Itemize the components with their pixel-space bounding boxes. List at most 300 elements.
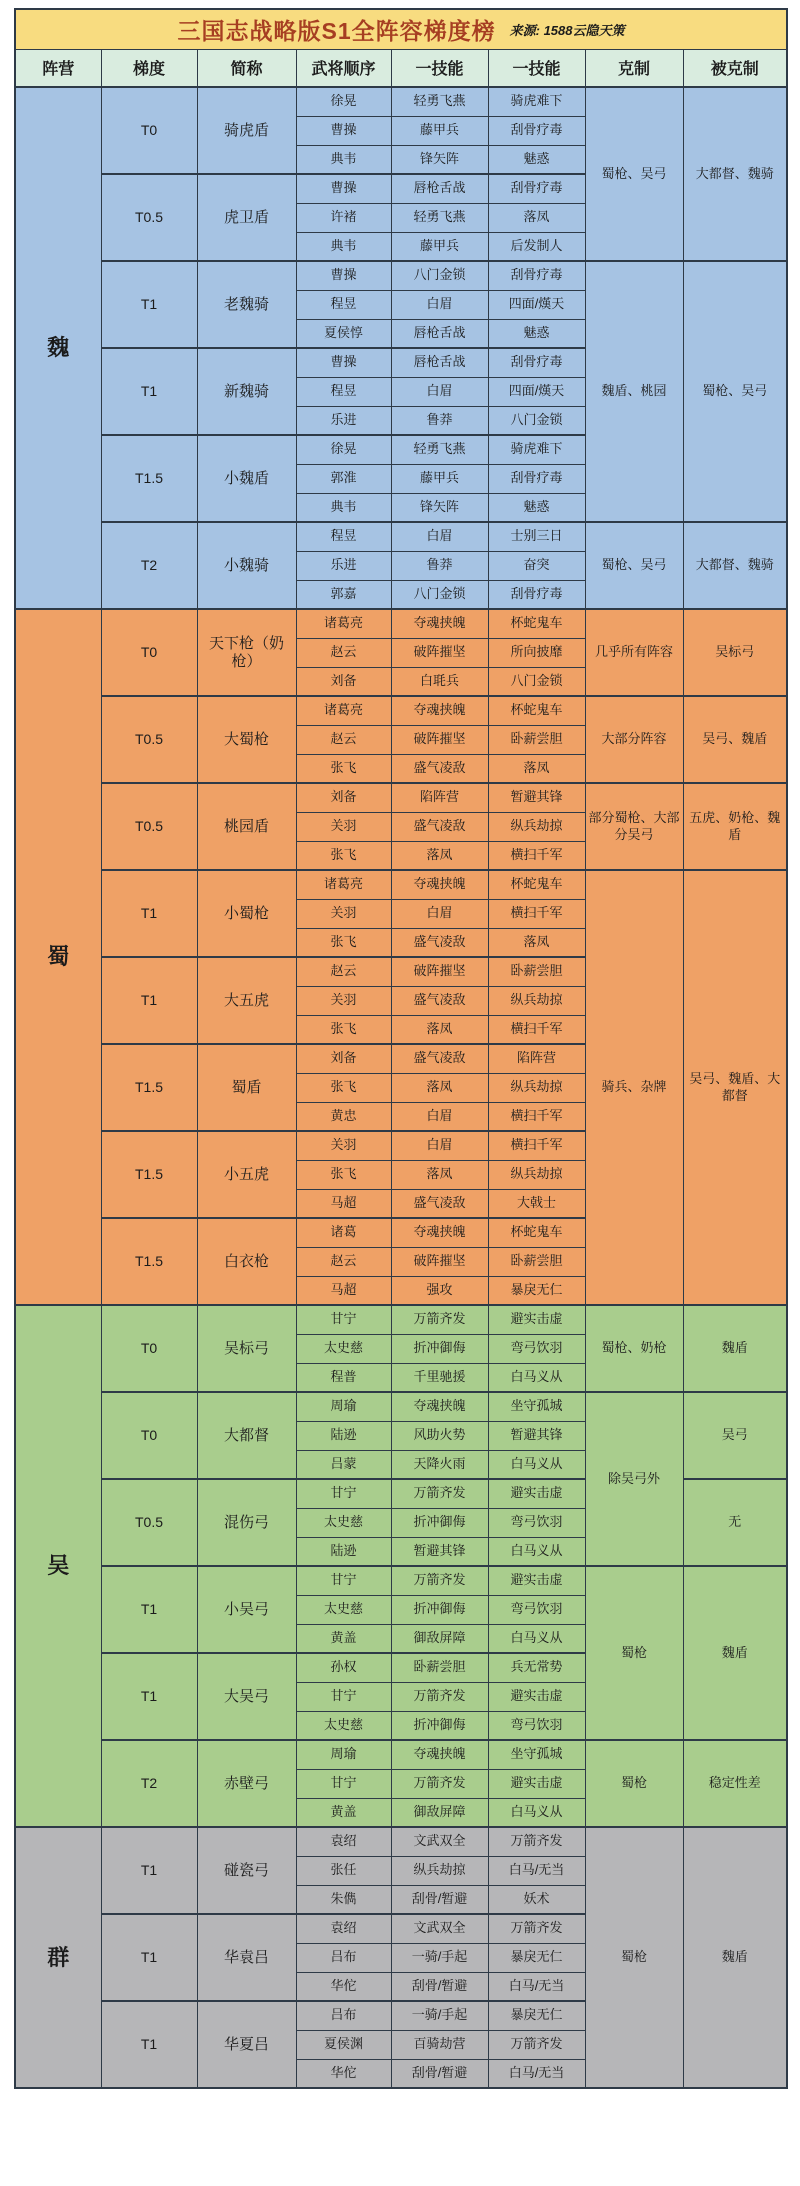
skill2-cell: 卧薪尝胆	[488, 725, 585, 754]
general-cell: 吕蒙	[296, 1450, 391, 1479]
skill2-cell: 横扫千军	[488, 841, 585, 870]
skill2-cell: 避实击虚	[488, 1566, 585, 1595]
skill1-cell: 破阵摧坚	[391, 725, 488, 754]
skill2-cell: 坐守孤城	[488, 1740, 585, 1769]
skill2-cell: 避实击虚	[488, 1769, 585, 1798]
skill1-cell: 盛气凌敌	[391, 928, 488, 957]
general-cell: 黄忠	[296, 1102, 391, 1131]
skill2-cell: 陷阵营	[488, 1044, 585, 1073]
skill1-cell: 轻勇飞燕	[391, 87, 488, 116]
skill2-cell: 八门金锁	[488, 667, 585, 696]
tier-cell: T1.5	[101, 1218, 197, 1305]
group-name-cell: 大吴弓	[197, 1653, 296, 1740]
general-cell: 太史慈	[296, 1334, 391, 1363]
countered-by-cell: 无	[683, 1479, 787, 1566]
skill1-cell: 唇枪舌战	[391, 174, 488, 203]
skill1-cell: 风助火势	[391, 1421, 488, 1450]
skill2-cell: 骑虎难下	[488, 435, 585, 464]
faction-cell: 群	[15, 1827, 101, 2088]
skill2-cell: 杯蛇鬼车	[488, 1218, 585, 1247]
skill1-cell: 万箭齐发	[391, 1769, 488, 1798]
general-cell: 程昱	[296, 522, 391, 551]
tier-cell: T1.5	[101, 1044, 197, 1131]
general-cell: 关羽	[296, 812, 391, 841]
column-header-counters: 克制	[585, 49, 683, 87]
table-row	[15, 261, 787, 290]
general-cell: 吕布	[296, 1943, 391, 1972]
countered-by-cell: 吴弓、魏盾、大都督	[683, 870, 787, 1305]
tier-cell: T1	[101, 1827, 197, 1914]
general-cell: 赵云	[296, 638, 391, 667]
group-name-cell: 赤壁弓	[197, 1740, 296, 1827]
skill2-cell: 骑虎难下	[488, 87, 585, 116]
skill2-cell: 横扫千军	[488, 899, 585, 928]
skill1-cell: 破阵摧坚	[391, 1247, 488, 1276]
skill2-cell: 刮骨疗毒	[488, 116, 585, 145]
general-cell: 典韦	[296, 493, 391, 522]
countered-by-cell: 大都督、魏骑	[683, 87, 787, 261]
skill1-cell: 卧薪尝胆	[391, 1653, 488, 1682]
skill2-cell: 白马义从	[488, 1450, 585, 1479]
skill2-cell: 避实击虚	[488, 1305, 585, 1334]
general-cell: 周瑜	[296, 1740, 391, 1769]
skill2-cell: 弯弓饮羽	[488, 1595, 585, 1624]
skill2-cell: 暂避其锋	[488, 1421, 585, 1450]
skill2-cell: 暴戾无仁	[488, 1276, 585, 1305]
skill2-cell: 刮骨疗毒	[488, 261, 585, 290]
page-title: 三国志战略版S1全阵容梯度榜	[177, 17, 496, 44]
skill1-cell: 八门金锁	[391, 580, 488, 609]
tier-cell: T1	[101, 957, 197, 1044]
general-cell: 甘宁	[296, 1305, 391, 1334]
skill2-cell: 魅惑	[488, 493, 585, 522]
group-name-cell: 混伤弓	[197, 1479, 296, 1566]
skill1-cell: 夺魂挟魄	[391, 870, 488, 899]
column-header-skill2: 一技能	[488, 49, 585, 87]
skill1-cell: 白眉	[391, 522, 488, 551]
skill1-cell: 盛气凌敌	[391, 1044, 488, 1073]
group-name-cell: 骑虎盾	[197, 87, 296, 174]
skill1-cell: 夺魂挟魄	[391, 1740, 488, 1769]
counter-cell: 大部分阵容	[585, 696, 683, 783]
general-cell: 曹操	[296, 348, 391, 377]
table-row	[15, 609, 787, 638]
general-cell: 太史慈	[296, 1711, 391, 1740]
skill1-cell: 藤甲兵	[391, 116, 488, 145]
skill2-cell: 大戟士	[488, 1189, 585, 1218]
general-cell: 张飞	[296, 841, 391, 870]
skill1-cell: 白毦兵	[391, 667, 488, 696]
general-cell: 乐进	[296, 406, 391, 435]
general-cell: 诸葛	[296, 1218, 391, 1247]
countered-by-cell: 魏盾	[683, 1827, 787, 2088]
skill1-cell: 万箭齐发	[391, 1305, 488, 1334]
skill2-cell: 白马义从	[488, 1624, 585, 1653]
general-cell: 甘宁	[296, 1479, 391, 1508]
skill1-cell: 陷阵营	[391, 783, 488, 812]
group-name-cell: 蜀盾	[197, 1044, 296, 1131]
general-cell: 张飞	[296, 1073, 391, 1102]
skill2-cell: 弯弓饮羽	[488, 1508, 585, 1537]
tier-cell: T0	[101, 1305, 197, 1392]
skill2-cell: 杯蛇鬼车	[488, 609, 585, 638]
skill2-cell: 弯弓饮羽	[488, 1334, 585, 1363]
skill2-cell: 避实击虚	[488, 1682, 585, 1711]
skill1-cell: 盛气凌敌	[391, 812, 488, 841]
skill2-cell: 四面/熯天	[488, 290, 585, 319]
skill1-cell: 唇枪舌战	[391, 348, 488, 377]
skill1-cell: 暂避其锋	[391, 1537, 488, 1566]
skill1-cell: 盛气凌敌	[391, 754, 488, 783]
tier-cell: T1	[101, 261, 197, 348]
skill1-cell: 轻勇飞燕	[391, 203, 488, 232]
group-name-cell: 小吴弓	[197, 1566, 296, 1653]
skill1-cell: 唇枪舌战	[391, 319, 488, 348]
skill1-cell: 藤甲兵	[391, 232, 488, 261]
skill2-cell: 坐守孤城	[488, 1392, 585, 1421]
general-cell: 曹操	[296, 116, 391, 145]
tier-cell: T1	[101, 1566, 197, 1653]
skill1-cell: 刮骨/暂避	[391, 1885, 488, 1914]
skill2-cell: 奋突	[488, 551, 585, 580]
counter-cell: 几乎所有阵容	[585, 609, 683, 696]
general-cell: 甘宁	[296, 1682, 391, 1711]
skill2-cell: 魅惑	[488, 319, 585, 348]
skill1-cell: 一骑/手起	[391, 1943, 488, 1972]
title-row	[15, 9, 787, 49]
skill2-cell: 白马义从	[488, 1798, 585, 1827]
general-cell: 刘备	[296, 783, 391, 812]
skill2-cell: 暂避其锋	[488, 783, 585, 812]
general-cell: 陆逊	[296, 1421, 391, 1450]
counter-cell: 骑兵、杂牌	[585, 870, 683, 1305]
counter-cell: 蜀枪、吴弓	[585, 522, 683, 609]
skill2-cell: 纵兵劫掠	[488, 986, 585, 1015]
general-cell: 周瑜	[296, 1392, 391, 1421]
general-cell: 甘宁	[296, 1566, 391, 1595]
skill1-cell: 锋矢阵	[391, 493, 488, 522]
skill1-cell: 御敌屏障	[391, 1798, 488, 1827]
skill1-cell: 夺魂挟魄	[391, 609, 488, 638]
skill1-cell: 折冲御侮	[391, 1334, 488, 1363]
tier-cell: T1.5	[101, 1131, 197, 1218]
tier-cell: T1	[101, 1914, 197, 2001]
group-name-cell: 大都督	[197, 1392, 296, 1479]
general-cell: 关羽	[296, 899, 391, 928]
general-cell: 刘备	[296, 667, 391, 696]
tier-cell: T0	[101, 1392, 197, 1479]
skill1-cell: 文武双全	[391, 1827, 488, 1856]
skill1-cell: 万箭齐发	[391, 1682, 488, 1711]
general-cell: 袁绍	[296, 1827, 391, 1856]
table-row	[15, 522, 787, 551]
skill2-cell: 白马/无当	[488, 1972, 585, 2001]
skill2-cell: 纵兵劫掠	[488, 1073, 585, 1102]
tier-cell: T0.5	[101, 696, 197, 783]
counter-cell: 除吴弓外	[585, 1392, 683, 1566]
skill2-cell: 横扫千军	[488, 1131, 585, 1160]
counter-cell: 部分蜀枪、大部分吴弓	[585, 783, 683, 870]
title-bar	[15, 9, 787, 49]
skill2-cell: 落凤	[488, 754, 585, 783]
table-row	[15, 783, 787, 812]
source-label: 来源: 1588云隐天策	[509, 22, 625, 38]
skill2-cell: 妖术	[488, 1885, 585, 1914]
skill1-cell: 折冲御侮	[391, 1595, 488, 1624]
general-cell: 典韦	[296, 145, 391, 174]
table-row	[15, 1740, 787, 1769]
group-name-cell: 天下枪（奶枪）	[197, 609, 296, 696]
group-name-cell: 华夏吕	[197, 2001, 296, 2088]
countered-by-cell: 魏盾	[683, 1305, 787, 1392]
skill2-cell: 万箭齐发	[488, 1914, 585, 1943]
general-cell: 郭嘉	[296, 580, 391, 609]
skill2-cell: 杯蛇鬼车	[488, 870, 585, 899]
skill2-cell: 四面/熯天	[488, 377, 585, 406]
skill1-cell: 白眉	[391, 377, 488, 406]
tier-cell: T0	[101, 87, 197, 174]
skill1-cell: 折冲御侮	[391, 1508, 488, 1537]
skill2-cell: 士别三日	[488, 522, 585, 551]
general-cell: 徐晃	[296, 435, 391, 464]
skill2-cell: 纵兵劫掠	[488, 812, 585, 841]
skill1-cell: 鲁莽	[391, 551, 488, 580]
table-row	[15, 1566, 787, 1595]
general-cell: 陆逊	[296, 1537, 391, 1566]
general-cell: 关羽	[296, 986, 391, 1015]
general-cell: 太史慈	[296, 1508, 391, 1537]
general-cell: 甘宁	[296, 1769, 391, 1798]
general-cell: 典韦	[296, 232, 391, 261]
skill2-cell: 横扫千军	[488, 1015, 585, 1044]
skill2-cell: 万箭齐发	[488, 1827, 585, 1856]
skill2-cell: 卧薪尝胆	[488, 1247, 585, 1276]
general-cell: 太史慈	[296, 1595, 391, 1624]
tier-cell: T1	[101, 348, 197, 435]
skill1-cell: 万箭齐发	[391, 1566, 488, 1595]
skill2-cell: 魅惑	[488, 145, 585, 174]
general-cell: 程普	[296, 1363, 391, 1392]
skill2-cell: 杯蛇鬼车	[488, 696, 585, 725]
tier-cell: T0.5	[101, 1479, 197, 1566]
skill1-cell: 盛气凌敌	[391, 1189, 488, 1218]
skill1-cell: 刮骨/暂避	[391, 1972, 488, 2001]
faction-cell: 蜀	[15, 609, 101, 1305]
skill1-cell: 千里驰援	[391, 1363, 488, 1392]
general-cell: 郭淮	[296, 464, 391, 493]
general-cell: 诸葛亮	[296, 870, 391, 899]
tier-cell: T1	[101, 2001, 197, 2088]
skill1-cell: 白眉	[391, 899, 488, 928]
general-cell: 夏侯惇	[296, 319, 391, 348]
skill1-cell: 轻勇飞燕	[391, 435, 488, 464]
skill1-cell: 盛气凌敌	[391, 986, 488, 1015]
tier-cell: T0.5	[101, 174, 197, 261]
tier-cell: T1	[101, 1653, 197, 1740]
general-cell: 张飞	[296, 1160, 391, 1189]
group-name-cell: 老魏骑	[197, 261, 296, 348]
skill1-cell: 落凤	[391, 1160, 488, 1189]
skill1-cell: 刮骨/暂避	[391, 2059, 488, 2088]
skill1-cell: 锋矢阵	[391, 145, 488, 174]
table-row	[15, 87, 787, 116]
general-cell: 诸葛亮	[296, 609, 391, 638]
skill1-cell: 鲁莽	[391, 406, 488, 435]
skill2-cell: 所向披靡	[488, 638, 585, 667]
general-cell: 张飞	[296, 1015, 391, 1044]
tier-table-body	[15, 87, 787, 2088]
skill1-cell: 破阵摧坚	[391, 957, 488, 986]
general-cell: 程昱	[296, 290, 391, 319]
skill1-cell: 万箭齐发	[391, 1479, 488, 1508]
skill2-cell: 暴戾无仁	[488, 2001, 585, 2030]
skill1-cell: 御敌屏障	[391, 1624, 488, 1653]
counter-cell: 蜀枪、奶枪	[585, 1305, 683, 1392]
group-name-cell: 吴标弓	[197, 1305, 296, 1392]
group-name-cell: 小魏骑	[197, 522, 296, 609]
skill2-cell: 刮骨疗毒	[488, 580, 585, 609]
general-cell: 吕布	[296, 2001, 391, 2030]
skill2-cell: 白马/无当	[488, 2059, 585, 2088]
skill2-cell: 避实击虚	[488, 1479, 585, 1508]
general-cell: 黄盖	[296, 1624, 391, 1653]
group-name-cell: 桃园盾	[197, 783, 296, 870]
column-header-countered: 被克制	[683, 49, 787, 87]
tier-cell: T2	[101, 1740, 197, 1827]
counter-cell: 蜀枪	[585, 1566, 683, 1740]
general-cell: 徐晃	[296, 87, 391, 116]
skill1-cell: 白眉	[391, 1131, 488, 1160]
skill1-cell: 夺魂挟魄	[391, 1392, 488, 1421]
general-cell: 夏侯渊	[296, 2030, 391, 2059]
skill2-cell: 卧薪尝胆	[488, 957, 585, 986]
skill1-cell: 折冲御侮	[391, 1711, 488, 1740]
skill1-cell: 八门金锁	[391, 261, 488, 290]
countered-by-cell: 吴弓、魏盾	[683, 696, 787, 783]
skill2-cell: 刮骨疗毒	[488, 464, 585, 493]
general-cell: 程昱	[296, 377, 391, 406]
general-cell: 赵云	[296, 725, 391, 754]
counter-cell: 蜀枪	[585, 1827, 683, 2088]
table-row	[15, 1827, 787, 1856]
countered-by-cell: 大都督、魏骑	[683, 522, 787, 609]
skill1-cell: 落凤	[391, 1015, 488, 1044]
skill1-cell: 落凤	[391, 841, 488, 870]
group-name-cell: 新魏骑	[197, 348, 296, 435]
table-row	[15, 870, 787, 899]
skill1-cell: 纵兵劫掠	[391, 1856, 488, 1885]
countered-by-cell: 五虎、奶枪、魏盾	[683, 783, 787, 870]
counter-cell: 蜀枪、吴弓	[585, 87, 683, 261]
countered-by-cell: 稳定性差	[683, 1740, 787, 1827]
tier-cell: T0	[101, 609, 197, 696]
skill2-cell: 横扫千军	[488, 1102, 585, 1131]
tier-table	[14, 8, 788, 2089]
column-header-name: 简称	[197, 49, 296, 87]
general-cell: 赵云	[296, 1247, 391, 1276]
skill1-cell: 强攻	[391, 1276, 488, 1305]
skill1-cell: 百骑劫营	[391, 2030, 488, 2059]
general-cell: 曹操	[296, 261, 391, 290]
general-cell: 曹操	[296, 174, 391, 203]
tier-cell: T1	[101, 870, 197, 957]
general-cell: 赵云	[296, 957, 391, 986]
general-cell: 华佗	[296, 1972, 391, 2001]
countered-by-cell: 吴弓	[683, 1392, 787, 1479]
group-name-cell: 大五虎	[197, 957, 296, 1044]
faction-cell: 吴	[15, 1305, 101, 1827]
countered-by-cell: 魏盾	[683, 1566, 787, 1740]
table-row	[15, 1305, 787, 1334]
general-cell: 诸葛亮	[296, 696, 391, 725]
group-name-cell: 华袁吕	[197, 1914, 296, 2001]
skill2-cell: 暴戾无仁	[488, 1943, 585, 1972]
faction-cell: 魏	[15, 87, 101, 609]
group-name-cell: 小蜀枪	[197, 870, 296, 957]
skill2-cell: 刮骨疗毒	[488, 174, 585, 203]
general-cell: 关羽	[296, 1131, 391, 1160]
general-cell: 华佗	[296, 2059, 391, 2088]
general-cell: 朱儁	[296, 1885, 391, 1914]
skill1-cell: 夺魂挟魄	[391, 1218, 488, 1247]
group-name-cell: 白衣枪	[197, 1218, 296, 1305]
skill2-cell: 弯弓饮羽	[488, 1711, 585, 1740]
skill1-cell: 白眉	[391, 1102, 488, 1131]
column-header-tier: 梯度	[101, 49, 197, 87]
group-name-cell: 大蜀枪	[197, 696, 296, 783]
general-cell: 马超	[296, 1276, 391, 1305]
general-cell: 许褚	[296, 203, 391, 232]
skill1-cell: 夺魂挟魄	[391, 696, 488, 725]
table-row	[15, 1392, 787, 1421]
counter-cell: 魏盾、桃园	[585, 261, 683, 522]
general-cell: 张任	[296, 1856, 391, 1885]
skill1-cell: 白眉	[391, 290, 488, 319]
countered-by-cell: 蜀枪、吴弓	[683, 261, 787, 522]
general-cell: 黄盖	[296, 1798, 391, 1827]
skill2-cell: 白马义从	[488, 1363, 585, 1392]
table-row	[15, 696, 787, 725]
skill1-cell: 一骑/手起	[391, 2001, 488, 2030]
counter-cell: 蜀枪	[585, 1740, 683, 1827]
group-name-cell: 虎卫盾	[197, 174, 296, 261]
skill1-cell: 天降火雨	[391, 1450, 488, 1479]
general-cell: 乐进	[296, 551, 391, 580]
skill2-cell: 八门金锁	[488, 406, 585, 435]
tier-cell: T2	[101, 522, 197, 609]
column-header-faction: 阵营	[15, 49, 101, 87]
general-cell: 袁绍	[296, 1914, 391, 1943]
skill1-cell: 藤甲兵	[391, 464, 488, 493]
skill2-cell: 刮骨疗毒	[488, 348, 585, 377]
header-row	[15, 49, 787, 87]
skill2-cell: 万箭齐发	[488, 2030, 585, 2059]
group-name-cell: 小魏盾	[197, 435, 296, 522]
general-cell: 张飞	[296, 928, 391, 957]
general-cell: 刘备	[296, 1044, 391, 1073]
tier-cell: T1.5	[101, 435, 197, 522]
skill2-cell: 兵无常势	[488, 1653, 585, 1682]
tier-cell: T0.5	[101, 783, 197, 870]
skill2-cell: 白马义从	[488, 1537, 585, 1566]
countered-by-cell: 吴标弓	[683, 609, 787, 696]
skill2-cell: 落凤	[488, 203, 585, 232]
general-cell: 张飞	[296, 754, 391, 783]
group-name-cell: 小五虎	[197, 1131, 296, 1218]
column-header-skill1: 一技能	[391, 49, 488, 87]
skill2-cell: 白马/无当	[488, 1856, 585, 1885]
skill1-cell: 破阵摧坚	[391, 638, 488, 667]
